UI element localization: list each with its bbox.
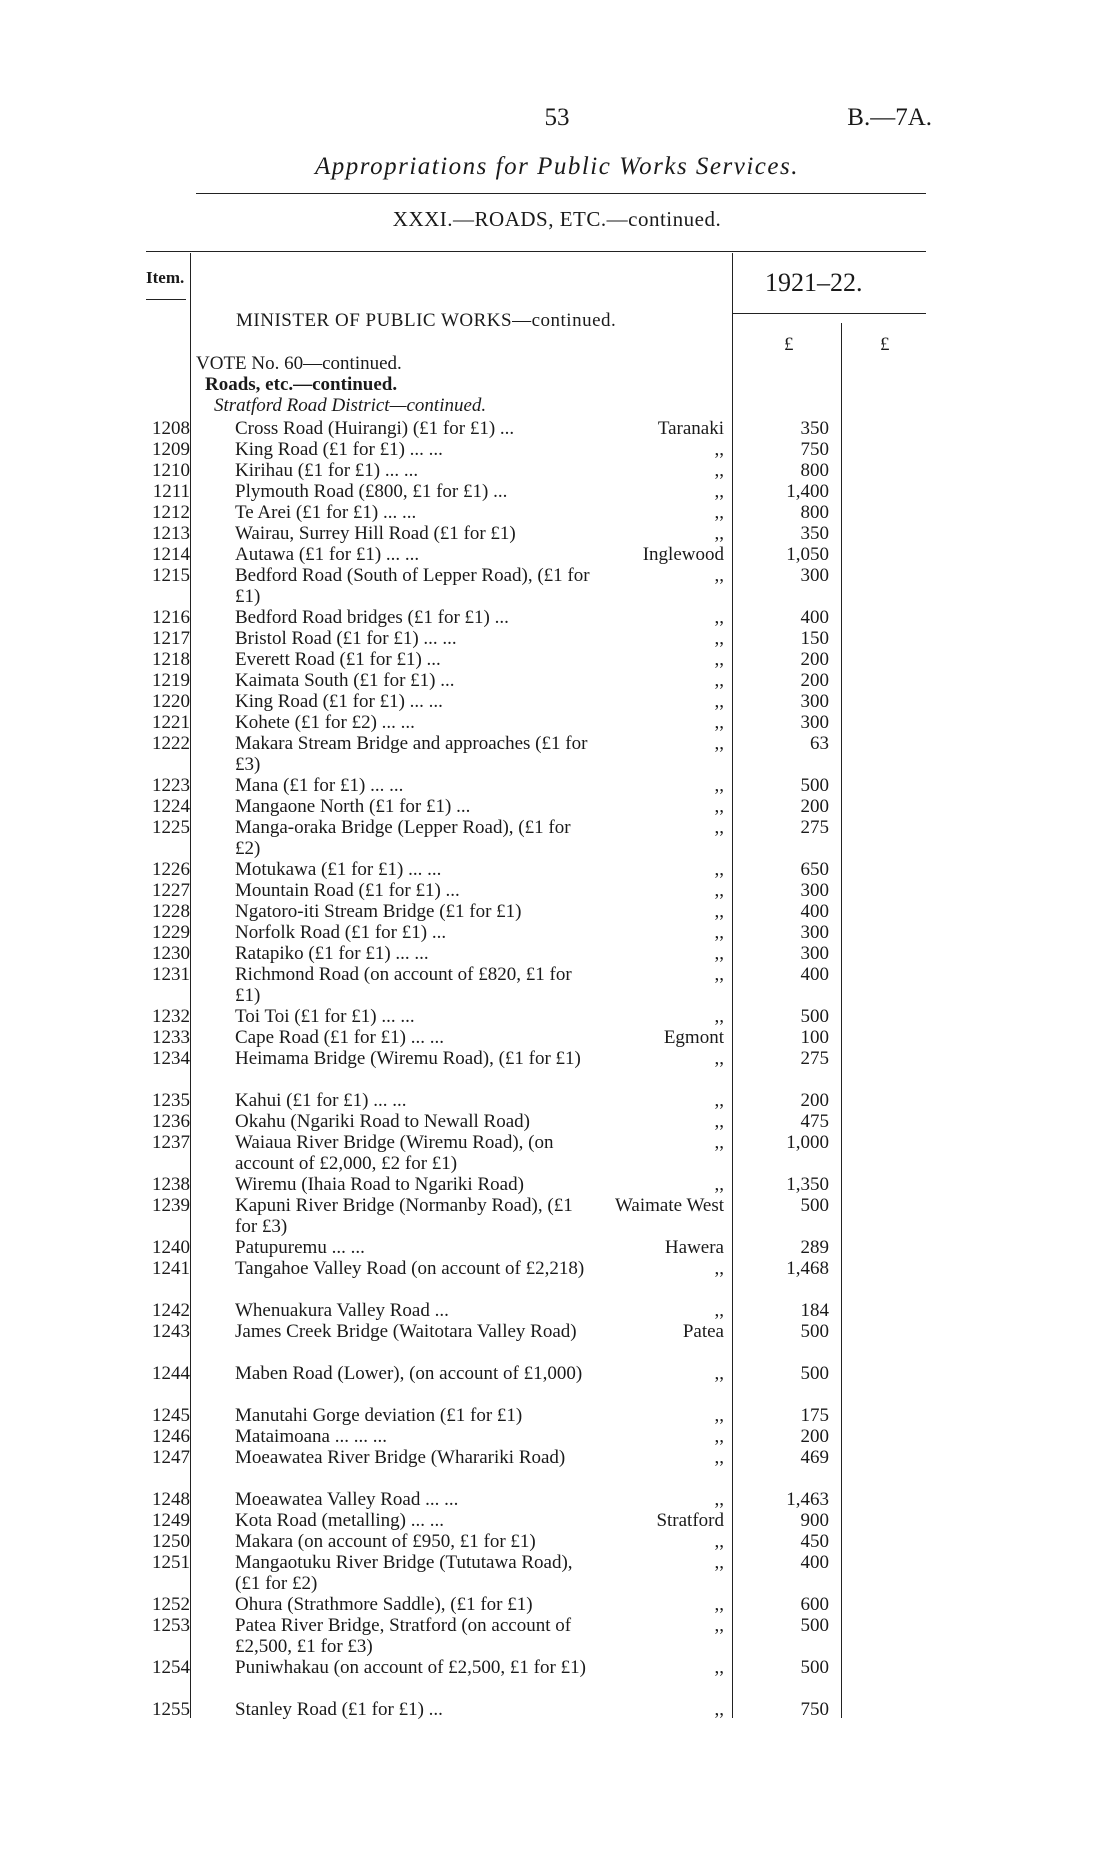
- item-location: ,,: [714, 922, 724, 943]
- item-location: ,,: [714, 1090, 724, 1111]
- item-description: Wiremu (Ihaia Road to Ngariki Road): [235, 1174, 524, 1195]
- item-number: 1218: [152, 649, 190, 670]
- item-description: Kapuni River Bridge (Normanby Road), (£1 for £3): [235, 1195, 573, 1237]
- item-description: Moeawatea River Bridge (Wharariki Road): [235, 1447, 566, 1468]
- item-number: 1250: [152, 1531, 190, 1552]
- item-location: ,,: [714, 859, 724, 880]
- item-location: ,,: [714, 502, 724, 523]
- district-heading: Stratford Road District—continued.: [214, 395, 487, 416]
- item-location: ,,: [714, 1174, 724, 1195]
- item-amount: 200: [800, 1426, 829, 1447]
- item-number: 1228: [152, 901, 190, 922]
- subtotal-column-divider: [841, 323, 842, 1718]
- item-location: ,,: [714, 1594, 724, 1615]
- table-top-rule: [146, 251, 926, 252]
- item-description: Makara (on account of £950, £1 for £1): [235, 1531, 536, 1552]
- item-number: 1215: [152, 565, 190, 586]
- item-number: 1233: [152, 1027, 190, 1048]
- title-rule: [196, 193, 926, 194]
- page-number: 53: [544, 104, 570, 131]
- item-description: Kota Road (metalling) ... ...: [235, 1510, 444, 1531]
- item-location: ,,: [714, 1132, 724, 1153]
- item-description: Mana (£1 for £1) ... ...: [235, 775, 404, 796]
- item-number: 1210: [152, 460, 190, 481]
- item-number: 1235: [152, 1090, 190, 1111]
- item-number: 1220: [152, 691, 190, 712]
- item-location: Waimate West: [615, 1195, 724, 1216]
- item-number: 1234: [152, 1048, 190, 1069]
- item-location: ,,: [714, 964, 724, 985]
- item-number: 1238: [152, 1174, 190, 1195]
- item-amount: 200: [800, 1090, 829, 1111]
- item-number: 1231: [152, 964, 190, 985]
- item-amount: 1,400: [786, 481, 829, 502]
- item-location: ,,: [714, 1699, 724, 1720]
- item-amount: 500: [800, 1615, 829, 1636]
- item-amount: 500: [800, 1321, 829, 1342]
- item-location: ,,: [714, 607, 724, 628]
- item-number: 1225: [152, 817, 190, 838]
- subhead-heading: Roads, etc.—continued.: [205, 374, 398, 395]
- item-number: 1229: [152, 922, 190, 943]
- item-amount: 289: [800, 1237, 829, 1258]
- item-number: 1213: [152, 523, 190, 544]
- item-description: King Road (£1 for £1) ... ...: [235, 691, 443, 712]
- item-description: Manutahi Gorge deviation (£1 for £1): [235, 1405, 523, 1426]
- item-amount: 400: [800, 607, 829, 628]
- item-amount: 400: [800, 901, 829, 922]
- item-number: 1217: [152, 628, 190, 649]
- item-number: 1243: [152, 1321, 190, 1342]
- item-location: ,,: [714, 481, 724, 502]
- item-number: 1240: [152, 1237, 190, 1258]
- item-location: ,,: [714, 1258, 724, 1279]
- item-description: Richmond Road (on account of £820, £1 for £1): [235, 964, 572, 1006]
- item-location: ,,: [714, 649, 724, 670]
- ministry-heading: MINISTER OF PUBLIC WORKS—continued.: [236, 310, 617, 331]
- item-amount: 1,350: [786, 1174, 829, 1195]
- item-location: ,,: [714, 1615, 724, 1636]
- item-location: ,,: [714, 670, 724, 691]
- item-number: 1216: [152, 607, 190, 628]
- item-amount: 300: [800, 922, 829, 943]
- item-location: ,,: [714, 460, 724, 481]
- item-amount: 200: [800, 670, 829, 691]
- item-description: Kahui (£1 for £1) ... ...: [235, 1090, 407, 1111]
- item-description: Plymouth Road (£800, £1 for £1) ...: [235, 481, 508, 502]
- item-description: Makara Stream Bridge and approaches (£1 for £3): [235, 733, 588, 775]
- item-number: 1242: [152, 1300, 190, 1321]
- item-location: ,,: [714, 1363, 724, 1384]
- item-location: ,,: [714, 817, 724, 838]
- item-number: 1255: [152, 1699, 190, 1720]
- item-number: 1230: [152, 943, 190, 964]
- item-number: 1226: [152, 859, 190, 880]
- item-description: Motukawa (£1 for £1) ... ...: [235, 859, 442, 880]
- item-amount: 63: [810, 733, 829, 754]
- item-amount: 300: [800, 712, 829, 733]
- item-description: Waiaua River Bridge (Wiremu Road), (on account of £2,000, £2 for £1): [235, 1132, 554, 1174]
- item-number: 1222: [152, 733, 190, 754]
- item-number: 1223: [152, 775, 190, 796]
- item-amount: 400: [800, 964, 829, 985]
- item-location: ,,: [714, 943, 724, 964]
- item-number: 1247: [152, 1447, 190, 1468]
- item-number: 1239: [152, 1195, 190, 1216]
- item-amount: 1,000: [786, 1132, 829, 1153]
- item-description: Puniwhakau (on account of £2,500, £1 for £1): [235, 1657, 586, 1678]
- item-description: Maben Road (Lower), (on account of £1,000): [235, 1363, 583, 1384]
- item-amount: 275: [800, 817, 829, 838]
- item-location: ,,: [714, 1405, 724, 1426]
- item-number: 1209: [152, 439, 190, 460]
- item-description: Kohete (£1 for £2) ... ...: [235, 712, 415, 733]
- item-amount: 300: [800, 943, 829, 964]
- item-location: ,,: [714, 1489, 724, 1510]
- item-amount: 300: [800, 880, 829, 901]
- item-amount: 500: [800, 1195, 829, 1216]
- item-number: 1219: [152, 670, 190, 691]
- item-description: Mangaotuku River Bridge (Tututawa Road), (£1 for £2): [235, 1552, 573, 1594]
- item-amount: 350: [800, 523, 829, 544]
- item-location: ,,: [714, 1048, 724, 1069]
- item-amount: 900: [800, 1510, 829, 1531]
- item-description: Bedford Road (South of Lepper Road), (£1 for £1): [235, 565, 590, 607]
- item-number: 1212: [152, 502, 190, 523]
- item-amount: 300: [800, 565, 829, 586]
- item-column-divider: [190, 253, 191, 1718]
- page-title: Appropriations for Public Works Services.: [315, 153, 799, 180]
- item-description: Ngatoro-iti Stream Bridge (£1 for £1): [235, 901, 522, 922]
- item-amount: 300: [800, 691, 829, 712]
- item-description: Cross Road (Huirangi) (£1 for £1) ...: [235, 418, 515, 439]
- item-amount: 450: [800, 1531, 829, 1552]
- item-description: Kaimata South (£1 for £1) ...: [235, 670, 455, 691]
- item-location: ,,: [714, 1426, 724, 1447]
- item-location: Inglewood: [642, 544, 724, 565]
- item-location: ,,: [714, 439, 724, 460]
- item-description: Mangaone North (£1 for £1) ...: [235, 796, 471, 817]
- item-amount: 469: [800, 1447, 829, 1468]
- item-column-header: Item.: [146, 268, 185, 287]
- item-location: ,,: [714, 1111, 724, 1132]
- item-description: Everett Road (£1 for £1) ...: [235, 649, 441, 670]
- currency-symbol-col1: £: [784, 334, 794, 355]
- item-amount: 200: [800, 796, 829, 817]
- item-number: 1224: [152, 796, 190, 817]
- item-number: 1249: [152, 1510, 190, 1531]
- item-description: Patupuremu ... ...: [235, 1237, 365, 1258]
- item-description: Whenuakura Valley Road ...: [235, 1300, 449, 1321]
- item-location: ,,: [714, 712, 724, 733]
- item-description: Bristol Road (£1 for £1) ... ...: [235, 628, 457, 649]
- item-number: 1232: [152, 1006, 190, 1027]
- item-amount: 1,468: [786, 1258, 829, 1279]
- year-column-header: 1921–22.: [765, 268, 863, 297]
- item-location: ,,: [714, 901, 724, 922]
- item-number: 1236: [152, 1111, 190, 1132]
- item-amount: 650: [800, 859, 829, 880]
- currency-symbol-col2: £: [880, 334, 890, 355]
- item-amount: 800: [800, 460, 829, 481]
- item-location: Hawera: [664, 1237, 724, 1258]
- item-description: Stanley Road (£1 for £1) ...: [235, 1699, 443, 1720]
- item-amount: 400: [800, 1552, 829, 1573]
- item-location: Stratford: [656, 1510, 724, 1531]
- item-number: 1244: [152, 1363, 190, 1384]
- item-number: 1251: [152, 1552, 190, 1573]
- item-number: 1252: [152, 1594, 190, 1615]
- item-description: King Road (£1 for £1) ... ...: [235, 439, 443, 460]
- item-amount: 150: [800, 628, 829, 649]
- item-description: Mountain Road (£1 for £1) ...: [235, 880, 460, 901]
- item-number: 1241: [152, 1258, 190, 1279]
- item-amount: 750: [800, 1699, 829, 1720]
- amount-column-divider: [732, 253, 733, 1718]
- item-amount: 500: [800, 775, 829, 796]
- item-amount: 200: [800, 649, 829, 670]
- item-amount: 500: [800, 1363, 829, 1384]
- item-amount: 100: [800, 1027, 829, 1048]
- item-location: ,,: [714, 1531, 724, 1552]
- year-header-rule: [732, 313, 926, 314]
- item-amount: 750: [800, 439, 829, 460]
- item-description: Norfolk Road (£1 for £1) ...: [235, 922, 447, 943]
- item-location: Taranaki: [657, 418, 724, 439]
- item-location: ,,: [714, 796, 724, 817]
- item-location: ,,: [714, 1552, 724, 1573]
- item-description: Toi Toi (£1 for £1) ... ...: [235, 1006, 415, 1027]
- item-location: ,,: [714, 523, 724, 544]
- item-description: Ratapiko (£1 for £1) ... ...: [235, 943, 429, 964]
- item-number: 1208: [152, 418, 190, 439]
- item-number: 1254: [152, 1657, 190, 1678]
- item-amount: 1,463: [786, 1489, 829, 1510]
- item-number: 1248: [152, 1489, 190, 1510]
- item-amount: 500: [800, 1006, 829, 1027]
- item-description: James Creek Bridge (Waitotara Valley Road): [235, 1321, 577, 1342]
- item-location: ,,: [714, 628, 724, 649]
- item-location: ,,: [714, 691, 724, 712]
- item-amount: 800: [800, 502, 829, 523]
- item-location: ,,: [714, 880, 724, 901]
- item-location: ,,: [714, 1300, 724, 1321]
- item-number: 1227: [152, 880, 190, 901]
- document-reference: B.—7A.: [847, 104, 932, 131]
- item-location: Patea: [682, 1321, 724, 1342]
- vote-heading: VOTE No. 60—continued.: [196, 353, 402, 374]
- item-number: 1214: [152, 544, 190, 565]
- item-description: Heimama Bridge (Wiremu Road), (£1 for £1): [235, 1048, 581, 1069]
- item-description: Manga-oraka Bridge (Lepper Road), (£1 for £2): [235, 817, 571, 859]
- item-description: Moeawatea Valley Road ... ...: [235, 1489, 459, 1510]
- item-location: ,,: [714, 775, 724, 796]
- item-location: ,,: [714, 565, 724, 586]
- item-amount: 350: [800, 418, 829, 439]
- item-description: Patea River Bridge, Stratford (on account of £2,500, £1 for £3): [235, 1615, 572, 1657]
- item-number: 1253: [152, 1615, 190, 1636]
- item-location: Egmont: [663, 1027, 724, 1048]
- item-amount: 184: [800, 1300, 829, 1321]
- item-location: ,,: [714, 1447, 724, 1468]
- item-number: 1245: [152, 1405, 190, 1426]
- item-amount: 1,050: [786, 544, 829, 565]
- item-description: Kirihau (£1 for £1) ... ...: [235, 460, 419, 481]
- item-amount: 600: [800, 1594, 829, 1615]
- section-title: XXXI.—ROADS, ETC.—continued.: [392, 207, 722, 231]
- item-description: Mataimoana ... ... ...: [235, 1426, 387, 1447]
- item-location: ,,: [714, 733, 724, 754]
- item-amount: 175: [800, 1405, 829, 1426]
- item-number: 1237: [152, 1132, 190, 1153]
- item-description: Bedford Road bridges (£1 for £1) ...: [235, 607, 509, 628]
- item-location: ,,: [714, 1657, 724, 1678]
- item-amount: 275: [800, 1048, 829, 1069]
- item-description: Ohura (Strathmore Saddle), (£1 for £1): [235, 1594, 533, 1615]
- item-description: Okahu (Ngariki Road to Newall Road): [235, 1111, 530, 1132]
- item-description: Cape Road (£1 for £1) ... ...: [235, 1027, 444, 1048]
- item-description: Tangahoe Valley Road (on account of £2,218): [235, 1258, 585, 1279]
- item-header-rule: [146, 299, 186, 300]
- item-description: Wairau, Surrey Hill Road (£1 for £1): [235, 523, 516, 544]
- item-description: Autawa (£1 for £1) ... ...: [235, 544, 420, 565]
- item-location: ,,: [714, 1006, 724, 1027]
- item-number: 1246: [152, 1426, 190, 1447]
- item-number: 1221: [152, 712, 190, 733]
- item-description: Te Arei (£1 for £1) ... ...: [235, 502, 417, 523]
- item-amount: 475: [800, 1111, 829, 1132]
- item-number: 1211: [152, 481, 190, 502]
- item-amount: 500: [800, 1657, 829, 1678]
